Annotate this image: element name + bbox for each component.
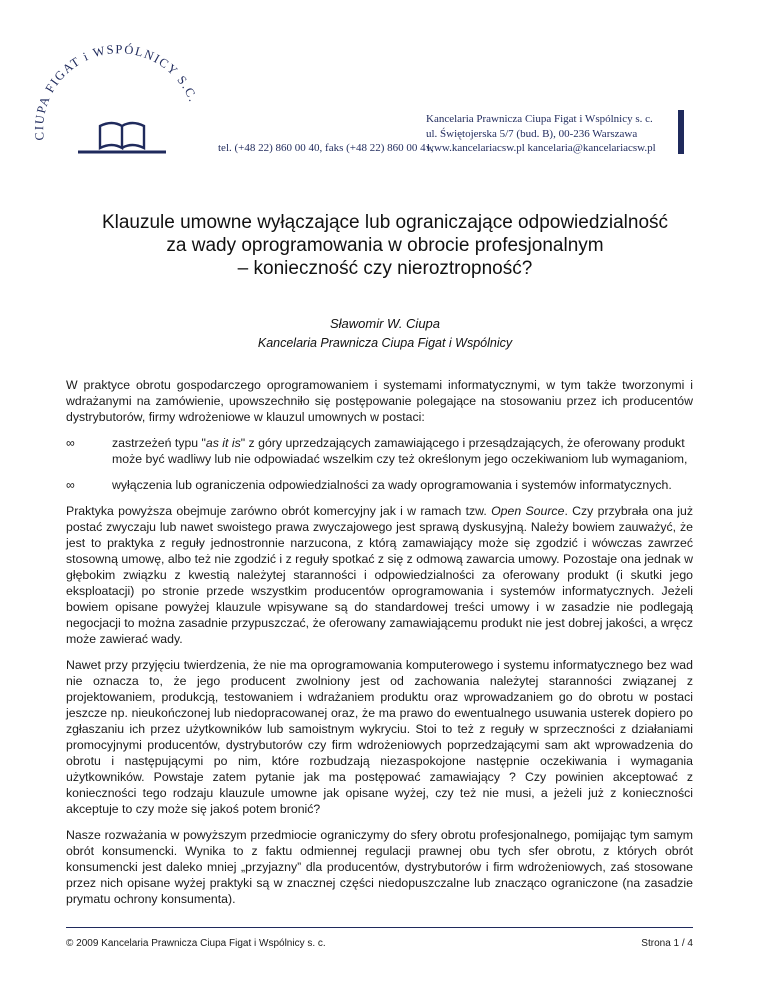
firm-phone-fax: tel. (+48 22) 860 00 40, faks (+48 22) 860 00 41, xyxy=(218,142,434,154)
svg-text:CIUPA FIGAT i WSPÓLNICY S.C. xyxy=(32,42,201,141)
book-icon xyxy=(78,123,166,152)
page-number: Strona 1 / 4 xyxy=(641,938,693,949)
firm-address: ul. Świętojerska 5/7 (bud. B), 00-236 Warszawa xyxy=(426,127,638,140)
footer-copyright: © 2009 Kancelaria Prawnicza Ciupa Figat i Wspólnicy s. c. xyxy=(66,938,326,949)
firm-logo xyxy=(22,40,212,160)
footer-divider xyxy=(66,927,693,928)
header-accent-bar xyxy=(678,110,684,154)
paragraph-scope: Nasze rozważania w powyższym przedmiocie ograniczymy do sfery obrotu profesjonalnego, pomijając tym samym obrót konsumencki. Wynika to z faktu odmiennej regulacji prawnej obu tych sfer obrotu, z których obrót konsumencki jest daleko mniej „przyjazny” dla producentów, dystrybutorów i firm wdrożeniowych, zaś stosowane przez nich opisane wyżej praktyki są w znacznej części niedopuszczalne lub znacząco ograniczone (na zasadzie prymatu ochrony konsumenta). xyxy=(66,828,693,906)
paragraph-open-source: Praktyka powyższa obejmuje zarówno obrót komercyjny jak i w ramach tzw. Open Source. Czy przybrała ona już postać zwyczaju lub nawet swoistego prawa zwyczajowego jest sprawą dyskusyjną. Należy bowiem zauważyć, że jest to praktyka z reguły jednostronnie narzucona, z którą zamawiający może się zgodzić i wówczas zawrzeć stosowną umowę, albo też nie zgodzić i z reguły spotkać z się z odmową zawarcia umowy. Pozostaje ona jednak w głębokim związku z kwestią należytej staranności i odpowiedzialności za oferowany produkt (i skutki jego eksploatacji) po stronie przede wszystkim producentów oprogramowania i systemów informatycznych. Jeżeli bowiem opisane powyżej klauzule wpisywane są do standardowej treści umowy i w zasadzie nie podlegają negocjacji to można zasadnie przypuszczać, że oferowany zamawiającemu produkt nie jest dobrej jakości, a wręcz może zawierać wady. xyxy=(66,504,693,646)
document-title xyxy=(60,211,710,280)
firm-name: Kancelaria Prawnicza Ciupa Figat i Wspólnicy s. c. xyxy=(426,113,653,125)
title-line-3: – konieczność czy nieroztropność? xyxy=(237,258,533,279)
title-line-2: za wady oprogramowania w obrocie profesjonalnym xyxy=(166,235,604,256)
title-line-1: Klauzule umowne wyłączające lub ograniczające odpowiedzialność xyxy=(101,212,669,233)
firm-contact-block xyxy=(426,112,656,156)
bullet-symbol: ∞ xyxy=(66,436,75,450)
list-item: ∞ wyłączenia lub ograniczenia odpowiedzialności za wady oprogramowania i systemów informatycznych. xyxy=(66,478,672,492)
author-name: Sławomir W. Ciupa xyxy=(329,316,441,331)
list-item: ∞ zastrzeżeń typu "as it is" z góry uprzedzających zamawiającego i przesądzających, że oferowany produkt może być wadliwy lub nie odpowiadać wszelkim czy też określonym jego oczekiwaniom lub wymaganiom, xyxy=(66,436,688,466)
author-firm: Kancelaria Prawnicza Ciupa Figat i Wspólnicy xyxy=(257,336,513,350)
paragraph-due-diligence: Nawet przy przyjęciu twierdzenia, że nie ma oprogramowania komputerowego i systemu informatycznego bez wad nie oznacza to, że jego producent zwolniony jest od zachowania należytej staranności związanej z projektowaniem, produkcją, testowaniem i wdrażaniem produktu oraz wprowadzaniem go do obrotu w postaci jeszcze np. nieukończonej lub niedopracowanej oraz, że ma prawo do ewentualnego usuwania usterek dopiero po zgłaszaniu ich przez użytkowników lub samoistnym wykryciu. Stoi to też z reguły w sprzeczności z działaniami promocyjnymi producentów, dystrybutorów czy firm wdrożeniowych poprzedzającymi sam akt wprowadzenia do obrotu i następującymi po nim, które rozbudzają niezaspokojone następnie oczekiwania i wymagania użytkowników. Powstaje zatem pytanie jak ma postępować zamawiający ? Czy powinien akceptować z konieczności tego rodzaju klauzule umowne jak opisane wyżej, czy też nie musi, a jeżeli już z konieczności akceptuje to czy może się jakoś potem bronić? xyxy=(66,658,693,816)
logo-text: CIUPA FIGAT i WSPÓLNICY S.C. xyxy=(32,42,201,142)
firm-web-email: www.kancelariacsw.pl kancelaria@kancelariacsw.pl xyxy=(426,142,656,154)
document-body xyxy=(66,377,693,917)
bullet-symbol: ∞ xyxy=(66,478,75,492)
intro-paragraph: W praktyce obrotu gospodarczego oprogramowaniem i systemami informatycznymi, w tym także tworzonymi i wdrażanymi na zamówienie, upowszechniło się postępowanie polegające na stosowaniu przez ich producentów dystrybutorów, firmy wdrożeniowe w klauzul umownych w postaci: xyxy=(66,378,693,424)
bullet-list xyxy=(66,435,693,493)
